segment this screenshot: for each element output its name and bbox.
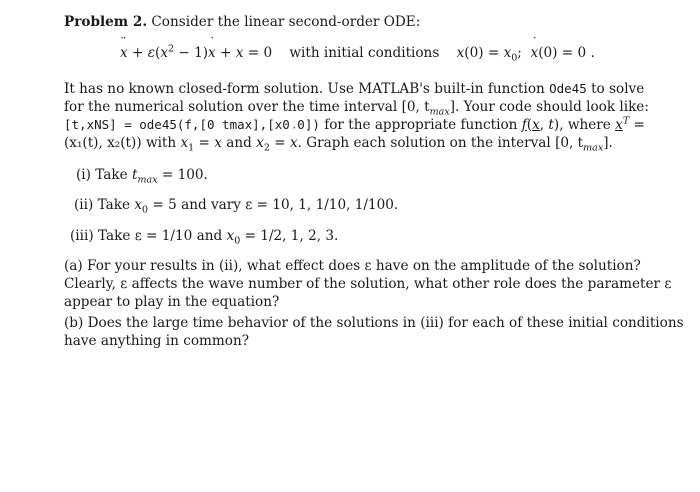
code-snippet: [t,xNS] = ode45(f,[0 tmax],[x0 0]) [64,117,320,132]
ode-equation: x ¨ + $\varepsilon(x^2 - 1)x$ ˙ + x = 0 with initial conditions $x(0) = x_0$; x ˙(0) = 0 . [120,44,595,62]
item-ii: (ii) Take $x_0 = 5$ and vary ε = 10, 1, 1/10, 1/100. [74,197,399,216]
part-a-line-3: appear to play in the equation? [64,294,280,310]
item-i: (i) Take $t_{max} = 100$. [76,167,208,186]
problem-intro: Consider the linear second-order ODE: [151,14,421,30]
part-b-line-1: (b) Does the large time behavior of the solutions in (iii) for each of these initial conditions [64,315,684,331]
paragraph-line-4: (x₁(t), x₂(t)) with $x_1 = x$ and $x_2 = x$ ˙. Graph each solution on the interval [0, $t_{max}$]. [64,134,613,152]
function-name: Ode45 [549,81,587,96]
paragraph-line-1: It has no known closed-form solution. Use MATLAB's built-in function Ode45 to solve [64,81,645,97]
item-iii: (iii) Take ε = 1/10 and $x_0 = 1/2$, 1, 2, 3. [70,228,339,247]
part-a-line-1: (a) For your results in (ii), what effect does ε have on the amplitude of the solution? [64,258,641,274]
part-b-line-2: have anything in common? [64,333,250,349]
paragraph-line-2: for the numerical solution over the time interval [0, $t_{max}$]. Your code should look like: [64,99,649,118]
part-a-line-2: Clearly, ε affects the wave number of the solution, what other role does the parameter ε [64,276,672,292]
problem-heading [64,13,420,31]
initial-conditions-label: with initial conditions [289,45,440,61]
problem-title: Problem 2. [64,14,148,30]
paragraph-line-3: [t,xNS] = ode45(f,[0 tmax],[x0 0]) for the appropriate function f(x, t), where $x^T$ = [64,115,645,133]
